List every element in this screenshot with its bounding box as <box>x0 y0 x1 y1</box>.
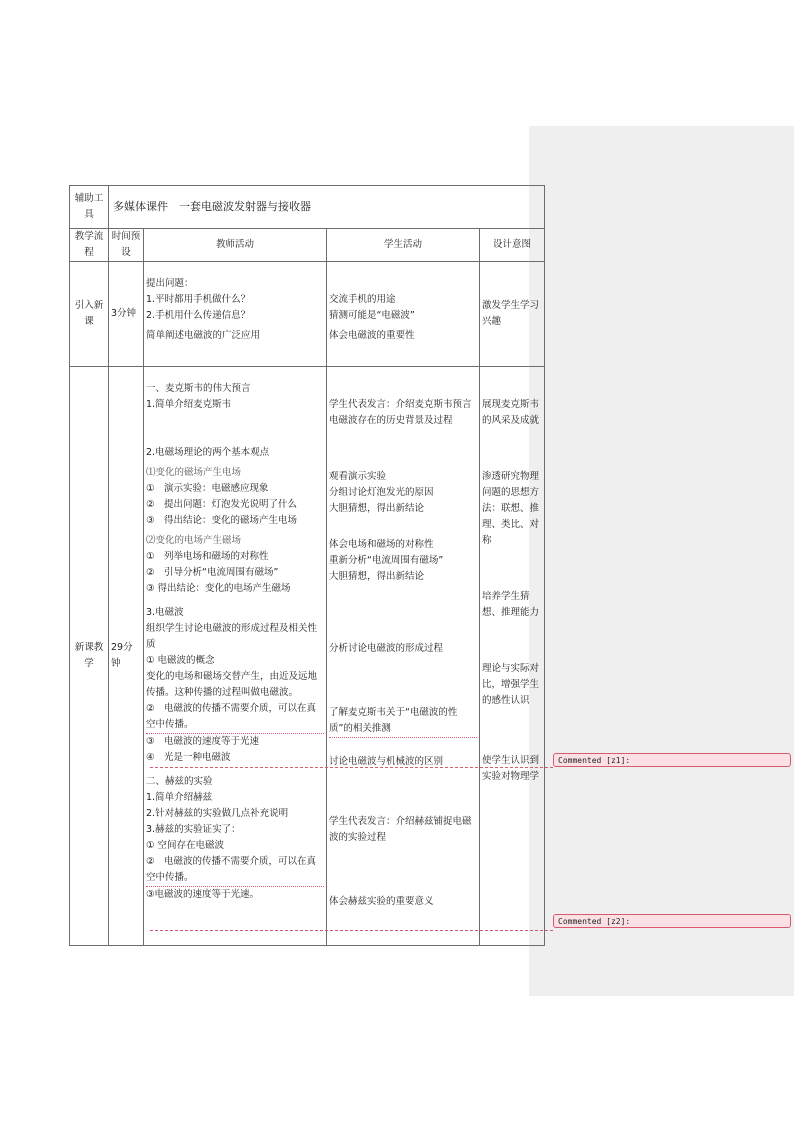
lesson-plan-table <box>69 185 545 946</box>
teacher-line: ③ 得出结论：变化的磁场产生电场 <box>146 515 298 526</box>
heading-maxwell: 一、麦克斯韦的伟大预言 <box>146 383 251 394</box>
teacher-line: ③电磁波的速度等于光速。 <box>146 889 260 900</box>
student-line: 体会赫兹实验的重要意义 <box>329 896 434 907</box>
intro-design: 激发学生学习兴趣 <box>480 262 545 367</box>
teacher-line: ① 列举电场和磁场的对称性 <box>146 551 269 562</box>
teacher-line: ④ 光是一种电磁波 <box>146 752 231 763</box>
student-line: 重新分析“电流周围有磁场” <box>329 555 444 566</box>
design-line: 展现麦克斯韦的风采及成就 <box>482 399 540 426</box>
col-design: 设计意图 <box>480 229 545 262</box>
teacher-line: ① 演示实验：电磁感应现象 <box>146 483 269 494</box>
newlesson-time: 29分钟 <box>109 367 144 946</box>
student-line: 分析讨论电磁波的形成过程 <box>329 643 444 654</box>
intro-row <box>70 262 545 367</box>
teacher-line-commented: ② 电磁波的传播不需要介质，可以在真空中传播。 <box>146 701 324 734</box>
student-line: 了解麦克斯韦关于“电磁波的性质”的相关推测 <box>329 705 477 738</box>
comment-anchor-line-1 <box>150 767 553 768</box>
intro-student-line: 猜测可能是“电磁波” <box>329 310 415 321</box>
teacher-line: 组织学生讨论电磁波的形成过程及相关性质 <box>146 623 318 650</box>
col-time: 时间预设 <box>109 229 144 262</box>
teacher-line: 2.针对赫兹的实验做几点补充说明 <box>146 808 289 819</box>
intro-time: 3分钟 <box>109 262 144 367</box>
tools-row <box>70 186 545 229</box>
teacher-line: 1.简单介绍麦克斯韦 <box>146 399 232 410</box>
newlesson-design <box>480 367 545 946</box>
student-line: 学生代表发言：介绍麦克斯韦预言电磁波存在的历史背景及过程 <box>329 399 472 426</box>
newlesson-teacher <box>144 367 327 946</box>
teacher-line: ② 提出问题：灯泡发光说明了什么 <box>146 499 298 510</box>
student-line: 讨论电磁波与机械波的区别 <box>329 756 444 767</box>
teacher-line-commented: ② 电磁波的传播不需要介质，可以在真空中传播。 <box>146 854 324 887</box>
newlesson-row <box>70 367 545 946</box>
teacher-line: ① 电磁波的概念 <box>146 655 215 666</box>
comment-anchor-line-2 <box>150 930 553 931</box>
design-line: 渗透研究物理问题的思想方法：联想、推理、类比、对称 <box>482 471 540 546</box>
teacher-line: ③ 电磁波的速度等于光速 <box>146 736 260 747</box>
teacher-line: 1.简单介绍赫兹 <box>146 792 213 803</box>
teacher-line: ① 空间存在电磁波 <box>146 840 225 851</box>
comment-balloon-1[interactable]: Commented [z1]: <box>553 753 791 767</box>
intro-teacher-line: 提出问题： <box>146 278 194 289</box>
col-student: 学生活动 <box>327 229 480 262</box>
point-magnetic: ⑴变化的磁场产生电场 <box>146 467 242 478</box>
point-electric: ⑵变化的电场产生磁场 <box>146 535 242 546</box>
intro-teacher-line: 简单阐述电磁波的广泛应用 <box>146 330 261 341</box>
col-flow: 教学流程 <box>70 229 109 262</box>
intro-student-line: 交流手机的用途 <box>329 294 396 305</box>
newlesson-student <box>327 367 480 946</box>
comment-balloon-2[interactable]: Commented [z2]: <box>553 914 791 928</box>
intro-teacher <box>144 262 327 367</box>
teacher-line: ③ 得出结论：变化的电场产生磁场 <box>146 583 291 594</box>
design-line: 使学生认识到实验对物理学 <box>482 755 540 782</box>
student-line: 学生代表发言：介绍赫兹铺捉电磁波的实验过程 <box>329 816 472 843</box>
tools-label: 辅助工具 <box>70 186 109 229</box>
heading-theory: 2.电磁场理论的两个基本观点 <box>146 447 270 458</box>
design-line: 理论与实际对比，增强学生的感性认识 <box>482 663 540 706</box>
tools-value: 多媒体课件 一套电磁波发射器与接收器 <box>109 186 545 229</box>
intro-student <box>327 262 480 367</box>
intro-teacher-line: 2.手机用什么传递信息？ <box>146 310 251 321</box>
intro-stage: 引入新课 <box>70 262 109 367</box>
column-header-row <box>70 229 545 262</box>
teacher-line: ② 引导分析“电流周围有磁场” <box>146 567 279 578</box>
student-line: 观看演示实验 <box>329 471 387 482</box>
intro-student-line: 体会电磁波的重要性 <box>329 330 415 341</box>
teacher-line: 3.赫兹的实验证实了： <box>146 824 241 835</box>
student-line: 分组讨论灯泡发光的原因 <box>329 487 434 498</box>
intro-teacher-line: 1.平时都用手机做什么？ <box>146 294 251 305</box>
heading-em-wave: 3.电磁波 <box>146 607 184 618</box>
design-line: 培养学生猜想、推理能力 <box>482 591 540 618</box>
teacher-line: 变化的电场和磁场交替产生，由近及远地传播。这种传播的过程叫做电磁波。 <box>146 671 318 698</box>
student-line: 大胆猜想，得出新结论 <box>329 571 425 582</box>
col-teacher: 教师活动 <box>144 229 327 262</box>
student-line: 体会电场和磁场的对称性 <box>329 539 434 550</box>
newlesson-stage: 新课教学 <box>70 367 109 946</box>
student-line: 大胆猜想，得出新结论 <box>329 503 425 514</box>
heading-hertz: 二、赫兹的实验 <box>146 776 213 787</box>
comment-pane <box>529 126 794 996</box>
